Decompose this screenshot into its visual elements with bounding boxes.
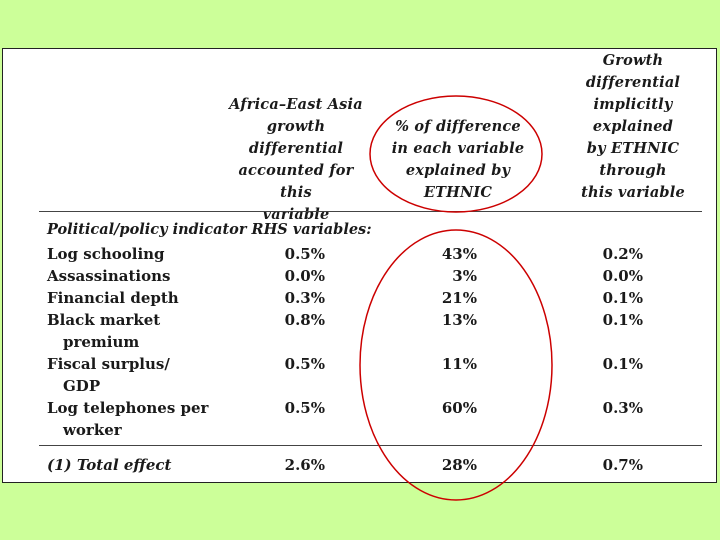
header-col1-line: growth bbox=[266, 118, 326, 135]
row-label: Fiscal surplus/ bbox=[47, 355, 170, 373]
cell-col2: 21% bbox=[441, 289, 477, 307]
header-col1-line: accounted for this bbox=[238, 162, 354, 201]
cell-col1: 0.5% bbox=[284, 245, 325, 263]
cell-col2: 3% bbox=[452, 267, 477, 285]
section-label: Political/policy indicator RHS variables: bbox=[47, 221, 372, 238]
header-col1-line: Africa–East Asia bbox=[229, 96, 363, 113]
header-col1-line: variable bbox=[262, 206, 330, 223]
cell-col1: 0.0% bbox=[284, 267, 325, 285]
header-col2-line: ETHNIC bbox=[423, 184, 493, 201]
header-col3-line: by ETHNIC bbox=[586, 140, 680, 157]
cell-col1: 0.5% bbox=[284, 399, 325, 417]
cell-col2: 13% bbox=[441, 311, 477, 329]
header-col2-line: in each variable bbox=[391, 140, 525, 157]
header-col3-line: implicitly bbox=[593, 96, 673, 113]
row-label-continuation: premium bbox=[63, 333, 140, 351]
cell-col3: 0.0% bbox=[602, 267, 643, 285]
cell-col1: 0.8% bbox=[284, 311, 325, 329]
cell-col3: 0.1% bbox=[602, 311, 643, 329]
header-col3-line: differential bbox=[585, 74, 681, 91]
header-col3-line: explained bbox=[592, 118, 674, 135]
cell-col2: 60% bbox=[441, 399, 477, 417]
header-col3-line: through bbox=[599, 162, 667, 179]
row-label: Financial depth bbox=[47, 289, 179, 307]
total-label: (1) Total effect bbox=[47, 456, 172, 474]
header-col3-line: this variable bbox=[581, 184, 685, 201]
cell-col3: 0.1% bbox=[602, 355, 643, 373]
total-col1: 2.6% bbox=[284, 456, 325, 474]
cell-col3: 0.3% bbox=[602, 399, 643, 417]
cell-col2: 11% bbox=[441, 355, 477, 373]
cell-col1: 0.5% bbox=[284, 355, 325, 373]
header-col1-line: differential bbox=[248, 140, 344, 157]
row-label-continuation: GDP bbox=[63, 377, 101, 395]
header-col2-line: % of difference bbox=[395, 118, 521, 135]
row-label-continuation: worker bbox=[63, 421, 122, 439]
cell-col2: 43% bbox=[441, 245, 477, 263]
row-label: Black market bbox=[47, 311, 161, 329]
row-label: Assassinations bbox=[47, 267, 171, 285]
cell-col3: 0.2% bbox=[602, 245, 643, 263]
total-col3: 0.7% bbox=[602, 456, 643, 474]
cell-col1: 0.3% bbox=[284, 289, 325, 307]
header-col2-line: explained by bbox=[405, 162, 511, 179]
total-col2: 28% bbox=[441, 456, 477, 474]
cell-col3: 0.1% bbox=[602, 289, 643, 307]
column-circle-annotation bbox=[360, 230, 552, 500]
row-label: Log schooling bbox=[47, 245, 165, 263]
header-col3-line: Growth bbox=[602, 52, 664, 69]
header-circle-annotation bbox=[370, 96, 542, 212]
row-label: Log telephones per bbox=[47, 399, 209, 417]
